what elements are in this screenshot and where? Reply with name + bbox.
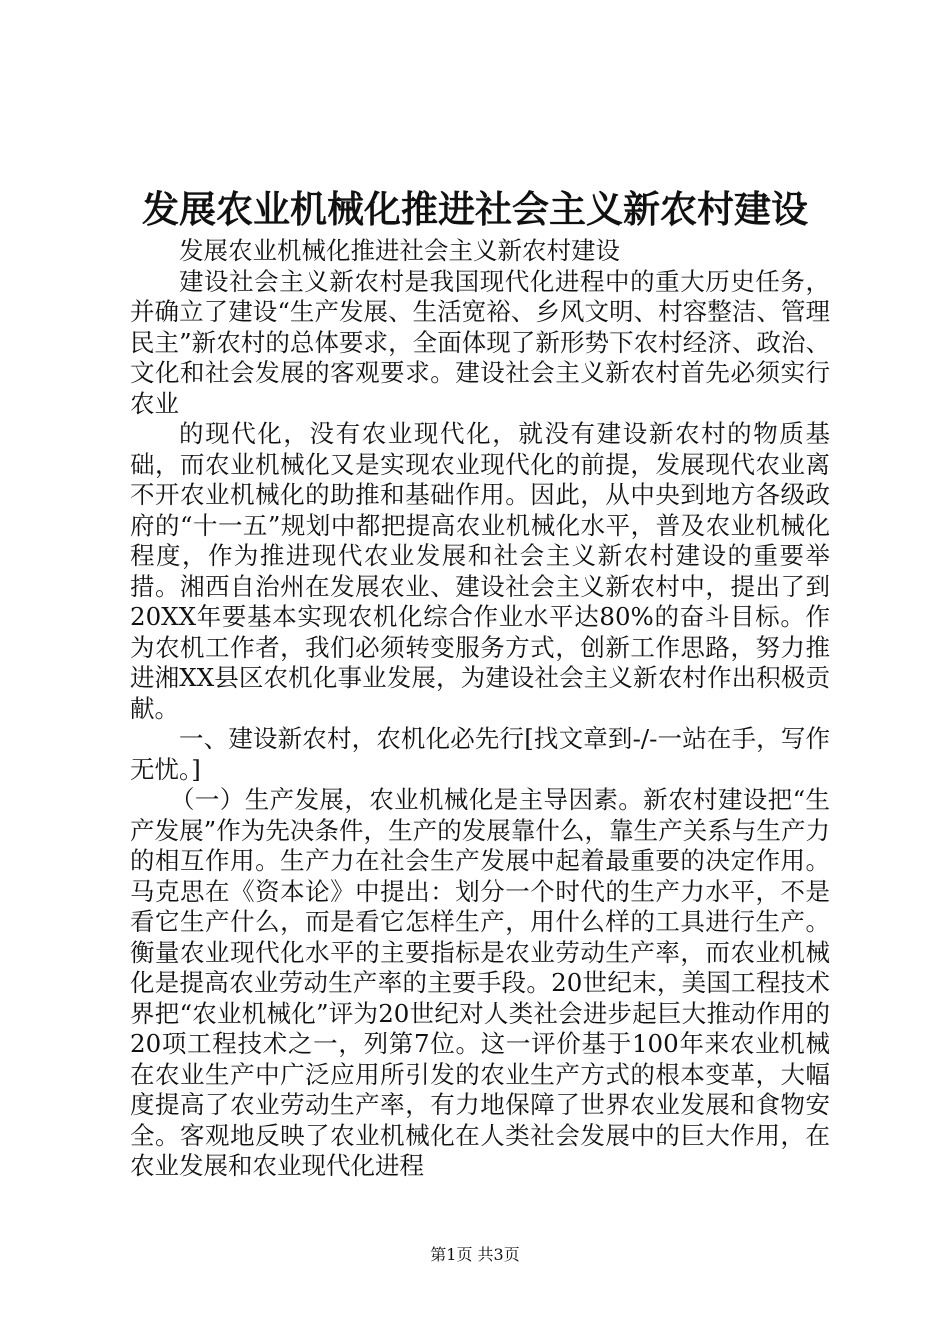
paragraph-intro: 建设社会主义新农村是我国现代化进程中的重大历史任务，并确立了建设“生产发展、生活宽裕、乡风文明、村容整洁、管理民主”新农村的总体要求，全面体现了新形势下农村经济、政治、文化和社会发展的客观要求。建设社会主义新农村首先必须实行农业 xyxy=(130,266,830,418)
paragraph-modernization: 的现代化，没有农业现代化，就没有建设新农村的物质基础，而农业机械化又是实现农业现代化的前提，发展现代农业离不开农业机械化的助推和基础作用。因此，从中央到地方各级政府的“十一五”规划中都把提高农业机械化水平，普及农业机械化程度，作为推进现代农业发展和社会主义新农村建设的重要举措。湘西自治州在发展农业、建设社会主义新农村中，提出了到20XX年要基本实现农机化综合作业水平达80%的奋斗目标。作为农机工作者，我们必须转变服务方式，创新工作思路，努力推进湘XX县区农机化事业发展，为建设社会主义新农村作出积极贡献。 xyxy=(130,419,830,723)
page-footer: 第1页 共3页 xyxy=(430,1245,520,1264)
section-heading: 一、建设新农村，农机化必先行[找文章到-/-一站在手，写作无忧。] xyxy=(130,724,830,784)
paragraph-production: （一）生产发展，农业机械化是主导因素。新农村建设把“生产发展”作为先决条件，生产的发展靠什么，靠生产关系与生产力的相互作用。生产力在社会生产发展中起着最重要的决定作用。马克思在《资本论》中提出：划分一个时代的生产力水平，不是看它生产什么，而是看它怎样生产，用什么样的工具进行生产。衡量农业现代化水平的主要指标是农业劳动生产率，而农业机械化是提高农业劳动生产率的主要手段。20世纪末，美国工程技术界把“农业机械化”评为20世纪对人类社会进步起巨大推动作用的20项工程技术之一，列第7位。这一评价基于100年来农业机械在农业生产中广泛应用所引发的农业生产方式的根本变革，大幅度提高了农业劳动生产率，有力地保障了世界农业发展和食物安全。客观地反映了农业机械化在人类社会发展中的巨大作用，在农业发展和农业现代化进程 xyxy=(130,785,830,1180)
paragraph-subtitle: 发展农业机械化推进社会主义新农村建设 xyxy=(179,236,620,265)
document-title: 发展农业机械化推进社会主义新农村建设 xyxy=(142,187,808,231)
document-body xyxy=(130,236,830,1182)
